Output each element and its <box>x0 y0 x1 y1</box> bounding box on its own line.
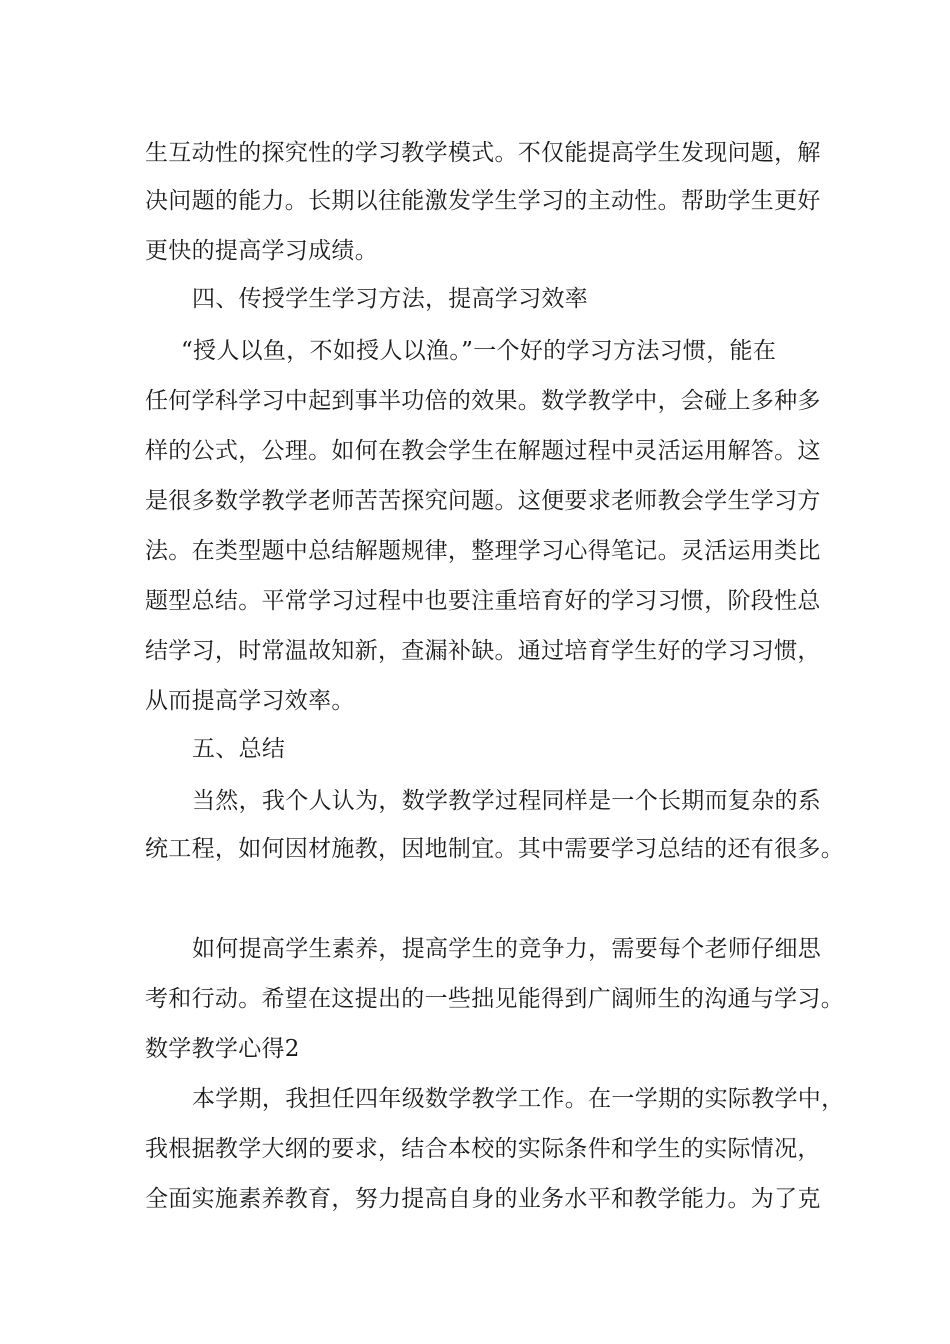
section-heading: 四、传授学生学习方法，提高学习效率 <box>192 286 589 312</box>
paragraph-line: 题型总结。平常学习过程中也要注重培育好的学习习惯，阶段性总 <box>145 588 821 614</box>
paragraph-line: 结学习，时常温故知新，查漏补缺。通过培育学生好的学习习惯， <box>145 638 821 664</box>
paragraph-line: 决问题的能力。长期以往能激发学生学习的主动性。帮助学生更好 <box>145 188 821 214</box>
paragraph-line: 考和行动。希望在这提出的一些拙见能得到广阔师生的沟通与学习。 <box>145 986 844 1012</box>
section-heading: 五、总结 <box>192 736 286 762</box>
paragraph-line: “授人以鱼，不如授人以渔。”一个好的学习方法习惯，能在 <box>181 338 777 364</box>
section-title: 数学教学心得2 <box>145 1036 300 1062</box>
paragraph-line: 更快的提高学习成绩。 <box>145 238 378 264</box>
paragraph-line: 生互动性的探究性的学习教学模式。不仅能提高学生发现问题，解 <box>145 140 821 166</box>
paragraph-line: 任何学科学习中起到事半功倍的效果。数学教学中，会碰上多种多 <box>145 388 821 414</box>
paragraph-line: 如何提高学生素养，提高学生的竞争力，需要每个老师仔细思 <box>192 936 822 962</box>
paragraph-line: 我根据教学大纲的要求，结合本校的实际条件和学生的实际情况， <box>145 1136 821 1162</box>
paragraph-line: 法。在类型题中总结解题规律，整理学习心得笔记。灵活运用类比 <box>145 538 821 564</box>
paragraph-line: 是很多数学教学老师苦苦探究问题。这便要求老师教会学生学习方 <box>145 488 821 514</box>
paragraph-line: 本学期，我担任四年级数学教学工作。在一学期的实际教学中， <box>192 1086 845 1112</box>
paragraph-line: 全面实施素养教育，努力提高自身的业务水平和教学能力。为了克 <box>145 1186 821 1212</box>
paragraph-line: 样的公式，公理。如何在教会学生在解题过程中灵活运用解答。这 <box>145 438 821 464</box>
paragraph-line: 统工程，如何因材施教，因地制宜。其中需要学习总结的还有很多。 <box>145 836 844 862</box>
paragraph-line: 当然，我个人认为，数学教学过程同样是一个长期而复杂的系 <box>192 788 822 814</box>
paragraph-line: 从而提高学习效率。 <box>145 688 355 714</box>
